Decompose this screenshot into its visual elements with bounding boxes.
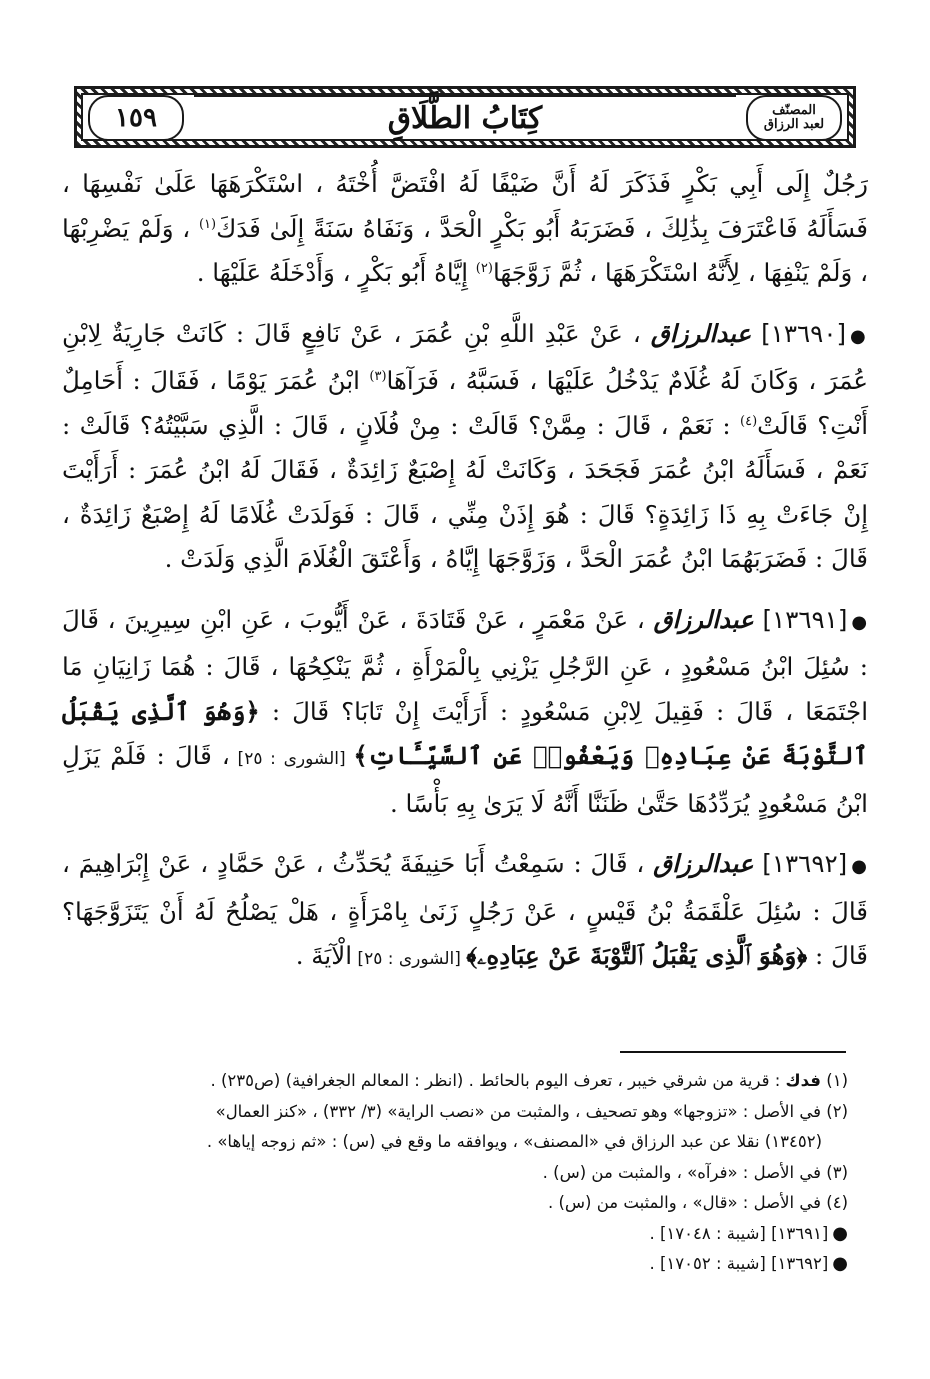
hadith-text-a: ، عَنْ مَعْمَرٍ ، عَنْ قَتَادَةَ ، عَنْ أَيُّوبَ ، عَنِ ابْنِ سِيرِينَ ، قَالَ : سُئِلَ ابْنُ مَسْعُودٍ ، عَنِ الرَّجُلِ يَزْنِي بِالْمَرْأَةِ ، ثُمَّ يَنْكِحُهَا ، قَالَ : هُمَا زَانِيَانِ مَا اجْتَمَعَا ، قَالَ : فَقِيلَ لِابْنِ مَسْعُودٍ : أَرَأَيْتَ إِنْ تَابَا؟ قَالَ : <box>62 604 869 726</box>
bullet-icon: ● <box>850 325 868 347</box>
hadith-text-b: ابْنُ عُمَرَ يَوْمًا ، فَقَالَ : أَحَامِلٌ أَنْتِ؟ قَالَتْ <box>62 366 868 440</box>
xref-text: [١٣٦٩٢] [شيبة : ١٧٠٥٢] . <box>649 1254 829 1273</box>
footnote-2 <box>62 1097 848 1128</box>
footnote-ref-3[interactable]: (٣) <box>369 368 387 384</box>
page-number: ١٥٩ <box>88 95 184 141</box>
footnote-text: : قرية من شرقي خيبر ، تعرف اليوم بالحائط . (انظر : المعالم الجغرافية) (ص٢٣٥) . <box>210 1071 781 1090</box>
footnote-number: (١) <box>826 1071 848 1090</box>
footnote-number: (٤) <box>826 1193 848 1212</box>
hadith-number: [١٣٦٩٢] <box>762 849 848 878</box>
bullet-icon: ● <box>832 1253 848 1274</box>
bullet-icon: ● <box>851 611 869 633</box>
book-title: كِتَابُ الطَّلَاقِ <box>194 95 736 141</box>
footnote-text: في الأصل : «قال» ، والمثبت من (س) . <box>547 1193 821 1212</box>
quran-reference: [الشورى : ٢٥] <box>229 749 354 769</box>
footnote-text: في الأصل : «فرآه» ، والمثبت من (س) . <box>542 1162 821 1182</box>
hadith-author: عبدالرزاق <box>653 604 754 634</box>
hadith-13692 <box>62 842 868 982</box>
continuation-text-c: إِيَّاهُ أَبُو بَكْرٍ ، وَأَدْخَلَهُ عَلَيْهَا . <box>196 258 476 287</box>
footnote-4 <box>62 1188 848 1219</box>
book-logo <box>746 95 842 141</box>
continuation-text-a: رَجُلٌ إِلَى أَبِي بَكْرٍ فَذَكَرَ لَهُ أَنَّ ضَيْفًا لَهُ افْتَضَّ أُخْتَهُ ، اسْتَكْرَهَهَا عَلَىٰ نَفْسِهَا ، فَسَأَلَهُ فَاعْتَرَفَ بِذَٰلِكَ ، فَضَرَبَهُ أَبُو بَكْرٍ الْحَدَّ ، وَنَفَاهُ سَنَةً إِلَىٰ فَدَكَ <box>62 169 868 243</box>
hadith-text-b: ، قَالَ : فَلَمْ يَزَلِ ابْنُ مَسْعُودٍ يُرَدِّدُهَا حَتَّىٰ ظَنَنَّا أَنَّهُ لَا يَرَىٰ بِهِ بَأْسًا . <box>62 741 868 818</box>
footnote-term: فدك <box>785 1071 821 1090</box>
footnote-divider <box>620 1051 846 1053</box>
footnote-ref-2[interactable]: (٢) <box>475 260 493 276</box>
bullet-icon: ● <box>832 1222 848 1244</box>
hadith-number: [١٣٦٩١] <box>762 604 848 634</box>
footnote-number: (٣) <box>826 1162 848 1182</box>
quran-verse: ﴿وَهُوَ ٱلَّذِى يَقْبَلُ ٱلتَّوْبَةَ عَنْ عِبَادِهِۦ﴾ <box>466 941 808 970</box>
footnotes <box>62 1066 848 1280</box>
hadith-text-a: ، عَنْ عَبْدِ اللَّهِ بْنِ عُمَرَ ، عَنْ نَافِعٍ قَالَ : كَانَتْ جَارِيَةٌ لِابْنِ عُمَرَ ، وَكَانَ لَهُ غُلَامٌ يَدْخُلُ عَلَيْهَا ، فَسَبَّهُ ، فَرَآهَا <box>62 318 868 395</box>
cross-reference-1 <box>62 1219 848 1250</box>
quran-verse: ﴿وَهُوَ ٱلَّذِى يَقْبَلُ ٱلتَّوْبَةَ عَنْ عِبَادِهِۦ وَيَعْفُوا۟ عَنِ ٱلسَّيِّـَٔاتِ﴾ <box>62 696 868 770</box>
footnote-text: في الأصل : «تزوجها» وهو تصحيف ، والمثبت من «نصب الراية» (٣/ ٣٣٢) ، «كنز العمال» <box>215 1101 821 1121</box>
hadith-author: عبدالرزاق <box>653 849 754 878</box>
footnote-ref-1[interactable]: (١) <box>198 216 217 232</box>
hadith-number: [١٣٦٩٠] <box>761 318 847 348</box>
quran-reference: [الشورى : ٢٥] <box>352 949 467 969</box>
hadith-text-a: ، قَالَ : سَمِعْتُ أَبَا حَنِيفَةَ يُحَدِّثُ ، عَنْ حَمَّادٍ ، عَنْ إِبْرَاهِيمَ ، قَالَ : سُئِلَ عَلْقَمَةُ بْنُ قَيْسٍ ، عَنْ رَجُلٍ زَنَىٰ بِامْرَأَةٍ ، هَلْ يَصْلُحُ لَهُ أَنْ يَتَزَوَّجَهَا؟ قَالَ : <box>62 849 868 970</box>
hadith-text-b: الْآيَةَ . <box>295 941 353 970</box>
main-text <box>62 162 868 998</box>
footnote-ref-4[interactable]: (٤) <box>740 413 758 429</box>
bullet-icon: ● <box>851 856 868 877</box>
continuation-paragraph <box>62 162 868 296</box>
hadith-text-c: : نَعَمْ ، قَالَ : مِمَّنْ؟ قَالَتْ : مِنْ فُلَانٍ ، قَالَ : الَّذِي سَبَّيْتُهُ؟ قَالَتْ : نَعَمْ ، فَسَأَلَهُ ابْنُ عُمَرَ فَجَحَدَ ، وَكَانَتْ لَهُ إِصْبَعٌ زَائِدَةٌ ، فَقَالَ لَهُ ابْنُ عُمَرَ : أَرَأَيْتَ إِنْ جَاءَتْ بِهِ ذَا زَائِدَةٍ؟ قَالَ : هُوَ إِذَنْ مِنِّي ، قَالَ : فَوَلَدَتْ غُلَامًا لَهُ إِصْبَعٌ زَائِدَةٌ ، قَالَ : فَضَرَبَهُمَا ابْنُ عُمَرَ الْحَدَّ ، وَزَوَّجَهَا إِيَّاهُ ، وَأَعْتَقَ الْغُلَامَ الَّذِي وَلَدَتْ . <box>62 410 868 573</box>
hadith-13690 <box>62 312 868 582</box>
footnote-number: (٢) <box>826 1101 848 1121</box>
logo-line-1: المصنّف <box>772 103 816 119</box>
footnote-3 <box>62 1158 848 1189</box>
footnote-2-continuation: (١٣٤٥٢) نقلا عن عبد الرزاق في «المصنف» ، ويوافقه ما وقع في (س) : «ثم زوجه إياها» . <box>206 1132 822 1151</box>
footnote-1 <box>62 1066 848 1097</box>
page-header <box>74 86 856 148</box>
xref-text: [١٣٦٩١] [شيبة : ١٧٠٤٨] . <box>649 1223 829 1243</box>
hadith-author: عبدالرزاق <box>650 318 752 348</box>
hadith-13691 <box>62 598 868 827</box>
logo-line-2: لعبد الرزاق <box>763 117 825 132</box>
cross-reference-2 <box>62 1249 848 1280</box>
continuation-text-b: ، وَلَمْ يَضْرِبْهَا ، وَلَمْ يَنْفِهَا ، لِأَنَّهُ اسْتَكْرَهَهَا ، ثُمَّ زَوَّجَهَا <box>62 213 868 287</box>
